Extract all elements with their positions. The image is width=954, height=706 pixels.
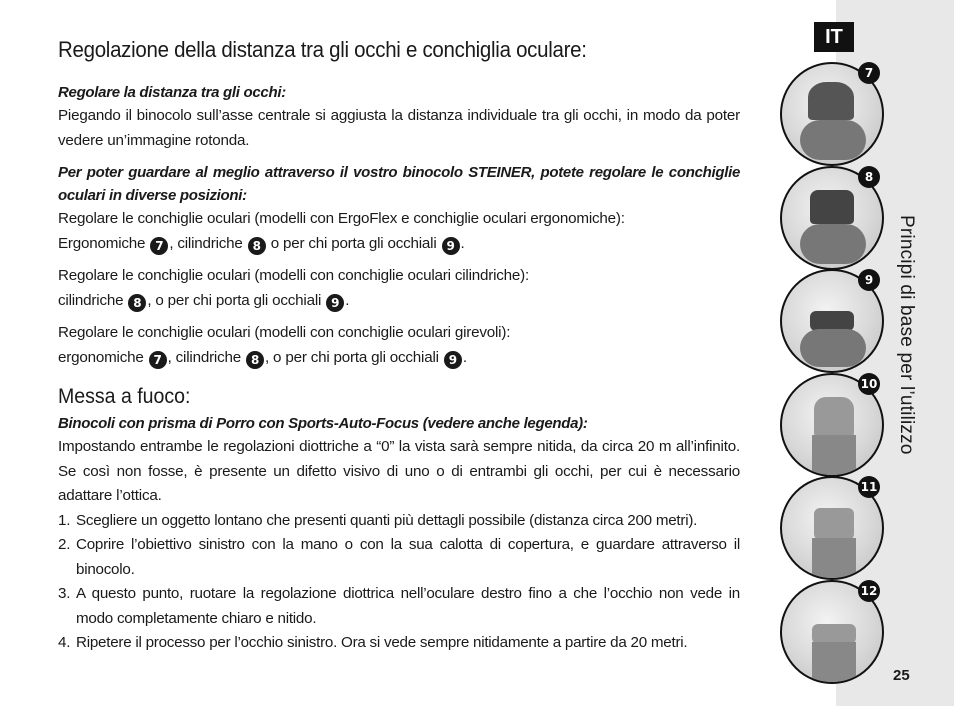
list-item: 3. A questo punto, ruotare la regolazione diottrica nell’oculare destro fino a che l’occhio non vede in modo completamente chiaro e nitido. xyxy=(58,585,740,627)
figure-number-badge: 10 xyxy=(858,373,880,395)
list-item: 1. Scegliere un oggetto lontano che presenti quanti più dettagli possibile (distanza circa 200 metri). xyxy=(58,511,698,529)
language-tab: IT xyxy=(814,22,854,52)
figure-9-badge: 9 xyxy=(326,294,344,312)
figure-9-badge: 9 xyxy=(442,237,460,255)
page-title: Regolazione della distanza tra gli occhi e conchiglia oculare: xyxy=(58,37,587,62)
list-item: 2. Coprire l’obiettivo sinistro con la mano o con la sua calotta di copertura, e guardare attraverso il binocolo. xyxy=(58,536,740,578)
figure-7-badge: 7 xyxy=(149,351,167,369)
eyecup-paragraph-2: Regolare le conchiglie oculari (modelli con conchiglie oculari cilindriche): cilindriche 8 , o per chi porta gli occhiali 9 . xyxy=(58,267,530,310)
focus-steps-list xyxy=(58,509,740,656)
focus-heading: Messa a fuoco: xyxy=(58,385,191,408)
eyecup-paragraph-3: Regolare le conchiglie oculari (modelli con conchiglie oculari girevoli): ergonomiche 7 , cilindriche 8 , o per chi porta gli occhiali 9 . xyxy=(58,324,511,367)
eyecup-paragraph-1: Regolare le conchiglie oculari (modelli con ErgoFlex e conchiglie oculari ergonomiche): Ergonomiche 7 , cilindriche 8 o per chi porta gli occhiali 9 . xyxy=(58,210,625,253)
eye-distance-subheading: Regolare la distanza tra gli occhi: xyxy=(58,84,286,101)
figure-8-badge: 8 xyxy=(128,294,146,312)
eyecup-subheading: Per poter guardare al meglio attraverso il vostro binocolo STEINER, potete regolare le conchiglie oculari in diverse posizioni: xyxy=(58,164,740,204)
figure-number-badge: 9 xyxy=(858,269,880,291)
section-vertical-title: Principi di base per l’utilizzo xyxy=(896,215,917,455)
figure-number-badge: 12 xyxy=(858,580,880,602)
focus-text: Impostando entrambe le regolazioni diottriche a “0” la vista sarà sempre nitida, da circa 20 m all’infinito. Se così non fosse, è presente un difetto visivo di uno o di entrambi gli occhi, per cui è necessario adattare l’ottica. xyxy=(58,438,740,504)
figure-number-badge: 8 xyxy=(858,166,880,188)
main-content xyxy=(58,36,740,656)
eye-distance-text: Piegando il binocolo sull’asse centrale si aggiusta la distanza individuale tra gli occhi, in modo da poter vedere un’immagine rotonda. xyxy=(58,107,740,149)
page-number: 25 xyxy=(893,667,910,684)
figure-8-badge: 8 xyxy=(246,351,264,369)
figure-number-badge: 11 xyxy=(858,476,880,498)
focus-subheading: Binocoli con prisma di Porro con Sports-Auto-Focus (vedere anche legenda): xyxy=(58,415,588,432)
figure-9-badge: 9 xyxy=(444,351,462,369)
figure-8-badge: 8 xyxy=(248,237,266,255)
figure-7-badge: 7 xyxy=(150,237,168,255)
figure-number-badge: 7 xyxy=(858,62,880,84)
list-item: 4. Ripetere il processo per l’occhio sinistro. Ora si vede sempre nitidamente a partire da 20 metri. xyxy=(58,634,688,651)
